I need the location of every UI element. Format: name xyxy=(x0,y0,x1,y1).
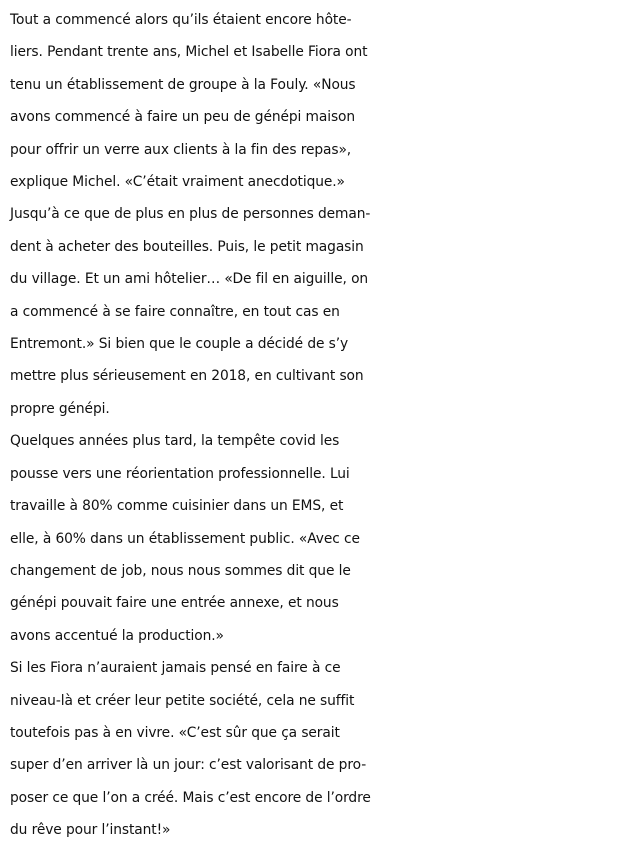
text-line: niveau-là et créer leur petite société, cela ne suffit xyxy=(10,692,355,709)
text-line: du village. Et un ami hôtelier… «De fil en aiguille, on xyxy=(10,271,369,288)
text-line: changement de job, nous nous sommes dit que le xyxy=(10,562,351,579)
text-line: Quelques années plus tard, la tempête covid les xyxy=(10,433,340,450)
text-line: Jusqu’à ce que de plus en plus de personnes deman- xyxy=(10,206,371,223)
text-line: pousse vers une réorientation professionnelle. Lui xyxy=(10,465,350,482)
text-line: pour offrir un verre aux clients à la fin des repas», xyxy=(10,141,352,158)
text-line: super d’en arriver là un jour: c’est valorisant de pro- xyxy=(10,757,367,774)
text-line: elle, à 60% dans un établissement public. «Avec ce xyxy=(10,530,360,547)
text-line: tenu un établissement de groupe à la Fouly. «Nous xyxy=(10,76,356,93)
text-line: a commencé à se faire connaître, en tout cas en xyxy=(10,303,340,320)
text-line: dent à acheter des bouteilles. Puis, le petit magasin xyxy=(10,238,364,255)
text-line: du rêve pour l’instant!» xyxy=(10,822,171,839)
paragraph-origin xyxy=(10,4,619,425)
text-line: mettre plus sérieusement en 2018, en cultivant son xyxy=(10,368,364,385)
text-line: avons commencé à faire un peu de génépi maison xyxy=(10,109,356,126)
text-line: toutefois pas à en vivre. «C’est sûr que ça serait xyxy=(10,724,340,741)
text-line: travaille à 80% comme cuisinier dans un EMS, et xyxy=(10,498,344,515)
paragraph-future xyxy=(10,652,619,846)
text-line: Entremont.» Si bien que le couple a décidé de s’y xyxy=(10,336,349,353)
text-line: poser ce que l’on a créé. Mais c’est encore de l’ordre xyxy=(10,789,371,806)
text-line: génépi pouvait faire une entrée annexe, et nous xyxy=(10,595,339,612)
text-line: liers. Pendant trente ans, Michel et Isabelle Fiora ont xyxy=(10,44,368,61)
text-line: propre génépi. xyxy=(10,400,110,417)
paragraph-reorientation xyxy=(10,425,619,652)
text-line: explique Michel. «C’était vraiment anecdotique.» xyxy=(10,174,345,191)
text-line: avons accentué la production.» xyxy=(10,627,224,644)
text-line: Si les Fiora n’auraient jamais pensé en faire à ce xyxy=(10,660,341,677)
text-line: Tout a commencé alors qu’ils étaient encore hôte- xyxy=(10,12,352,28)
